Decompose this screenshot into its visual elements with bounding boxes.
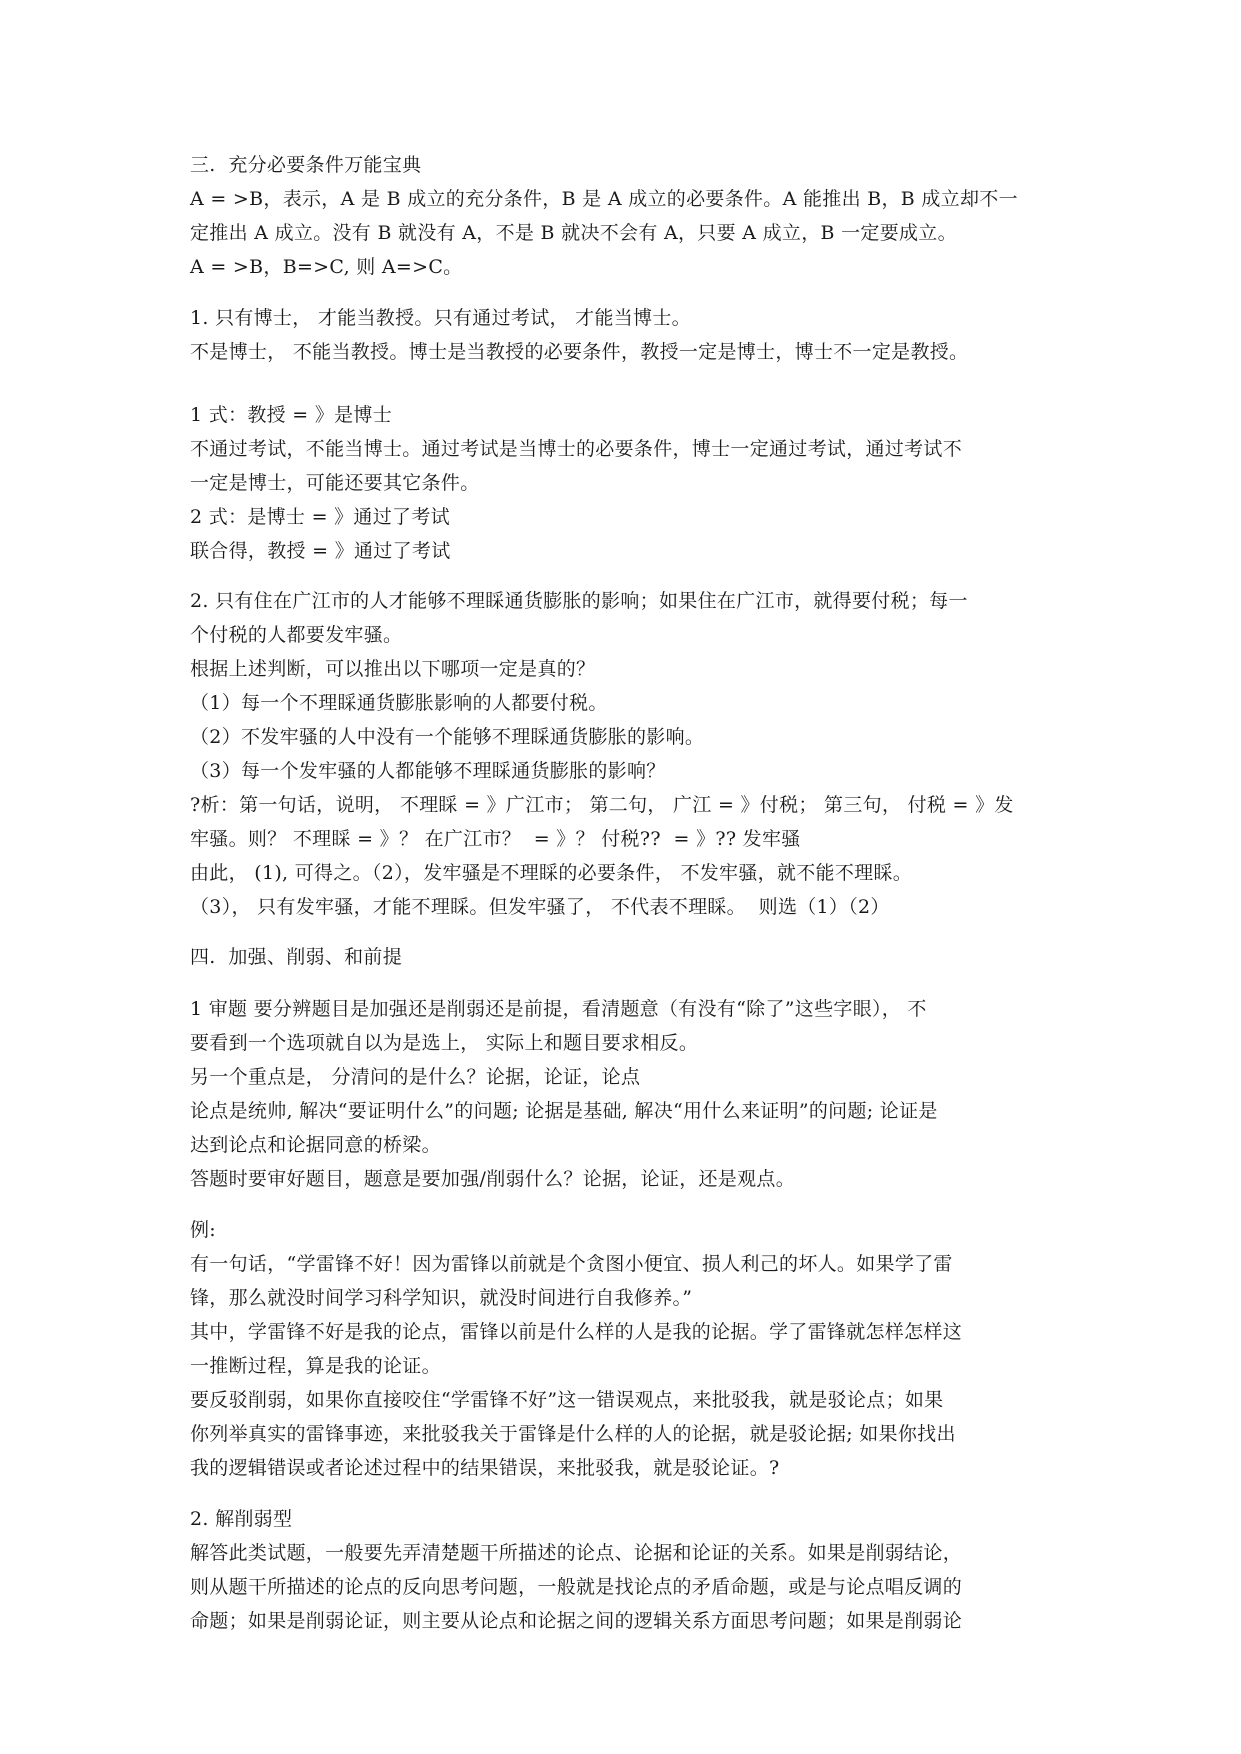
text-line: （1）每一个不理睬通货膨胀影响的人都要付税。 — [190, 692, 608, 714]
text-line: （3）， 只有发牢骚，才能不理睬。但发牢骚了， 不代表不理睬。 则选（1）（2） — [190, 896, 890, 918]
text-line: 要反驳削弱，如果你直接咬住“学雷锋不好”这一错误观点，来批驳我，就是驳论点；如果 — [190, 1389, 944, 1411]
text-line: 牢骚。则？ 不理睬 = 》？ 在广江市？ = 》？ 付税?? = 》?? 发牢骚 — [190, 828, 801, 850]
text-line: （3）每一个发牢骚的人都能够不理睬通货膨胀的影响？ — [190, 760, 666, 782]
text-line: 1. 只有博士， 才能当教授。只有通过考试， 才能当博士。 — [190, 307, 691, 329]
text-line: 个付税的人都要发牢骚。 — [190, 624, 403, 646]
text-line: 命题；如果是削弱论证，则主要从论点和论据之间的逻辑关系方面思考问题；如果是削弱论 — [190, 1610, 963, 1632]
text-line: 2. 只有住在广江市的人才能够不理睬通货膨胀的影响；如果住在广江市，就得要付税；每一 — [190, 590, 968, 612]
text-line: 由此， (1), 可得之。（2），发牢骚是不理睬的必要条件， 不发牢骚，就不能不理睬。 — [190, 862, 913, 884]
text-line: 定推出 A 成立。没有 B 就没有 A，不是 B 就决不会有 A，只要 A 成立，B 一定要成立。 — [190, 222, 957, 244]
section-heading: 四. 加强、削弱、和前提 — [190, 946, 403, 968]
text-line: 另一个重点是， 分清问的是什么？论据，论证，论点 — [190, 1066, 641, 1088]
text-line: 你列举真实的雷锋事迹，来批驳我关于雷锋是什么样的人的论据，就是驳论据; 如果你找出 — [190, 1423, 956, 1445]
text-line: 例: — [190, 1219, 217, 1241]
text-line: A = >B，B=>C, 则 A=>C。 — [190, 256, 463, 278]
text-line: 论点是统帅, 解决“要证明什么”的问题; 论据是基础, 解决“用什么来证明”的问题; 论证是 — [190, 1100, 938, 1122]
text-line: 2 式：是博士 = 》通过了考试 — [190, 506, 450, 528]
text-line: 一推断过程，算是我的论证。 — [190, 1355, 441, 1377]
text-line: 答题时要审好题目，题意是要加强/削弱什么？论据，论证，还是观点。 — [190, 1168, 796, 1190]
text-line: 则从题干所描述的论点的反向思考问题，一般就是找论点的矛盾命题，或是与论点唱反调的 — [190, 1576, 963, 1598]
text-line: 1 式：教授 = 》是博士 — [190, 404, 393, 426]
text-line: 锋，那么就没时间学习科学知识，就没时间进行自我修养。” — [190, 1287, 693, 1309]
text-line: 我的逻辑错误或者论述过程中的结果错误，来批驳我，就是驳论证。? — [190, 1457, 780, 1479]
text-line: 根据上述判断，可以推出以下哪项一定是真的？ — [190, 658, 596, 680]
text-line: 1 审题 要分辨题目是加强还是削弱还是前提，看清题意（有没有“除了”这些字眼）， 不 — [190, 998, 927, 1020]
text-line: 有一句话，“学雷锋不好！因为雷锋以前就是个贪图小便宜、损人利己的坏人。如果学了雷 — [190, 1253, 953, 1275]
text-line: 不是博士， 不能当教授。博士是当教授的必要条件，教授一定是博士，博士不一定是教授。 — [190, 341, 969, 363]
text-line: 不通过考试，不能当博士。通过考试是当博士的必要条件，博士一定通过考试，通过考试不 — [190, 438, 963, 460]
text-line: 达到论点和论据同意的桥梁。 — [190, 1134, 441, 1156]
section-heading: 三. 充分必要条件万能宝典 — [190, 154, 422, 176]
text-line: A = >B，表示，A 是 B 成立的充分条件，B 是 A 成立的必要条件。A 能推出 B，B 成立却不一 — [190, 188, 1018, 210]
text-line: 一定是博士，可能还要其它条件。 — [190, 472, 480, 494]
text-line: 联合得，教授 = 》通过了考试 — [190, 540, 451, 562]
text-line: 要看到一个选项就自以为是选上， 实际上和题目要求相反。 — [190, 1032, 699, 1054]
text-line: 解答此类试题，一般要先弄清楚题干所描述的论点、论据和论证的关系。如果是削弱结论， — [190, 1542, 963, 1564]
text-line: 其中，学雷锋不好是我的论点，雷锋以前是什么样的人是我的论据。学了雷锋就怎样怎样这 — [190, 1321, 963, 1343]
section-heading: 2. 解削弱型 — [190, 1508, 293, 1530]
text-line: ?析：第一句话，说明， 不理睬 = 》广江市； 第二句， 广江 = 》付税； 第三句， 付税 = 》发 — [190, 794, 1014, 816]
text-line: （2）不发牢骚的人中没有一个能够不理睬通货膨胀的影响。 — [190, 726, 705, 748]
